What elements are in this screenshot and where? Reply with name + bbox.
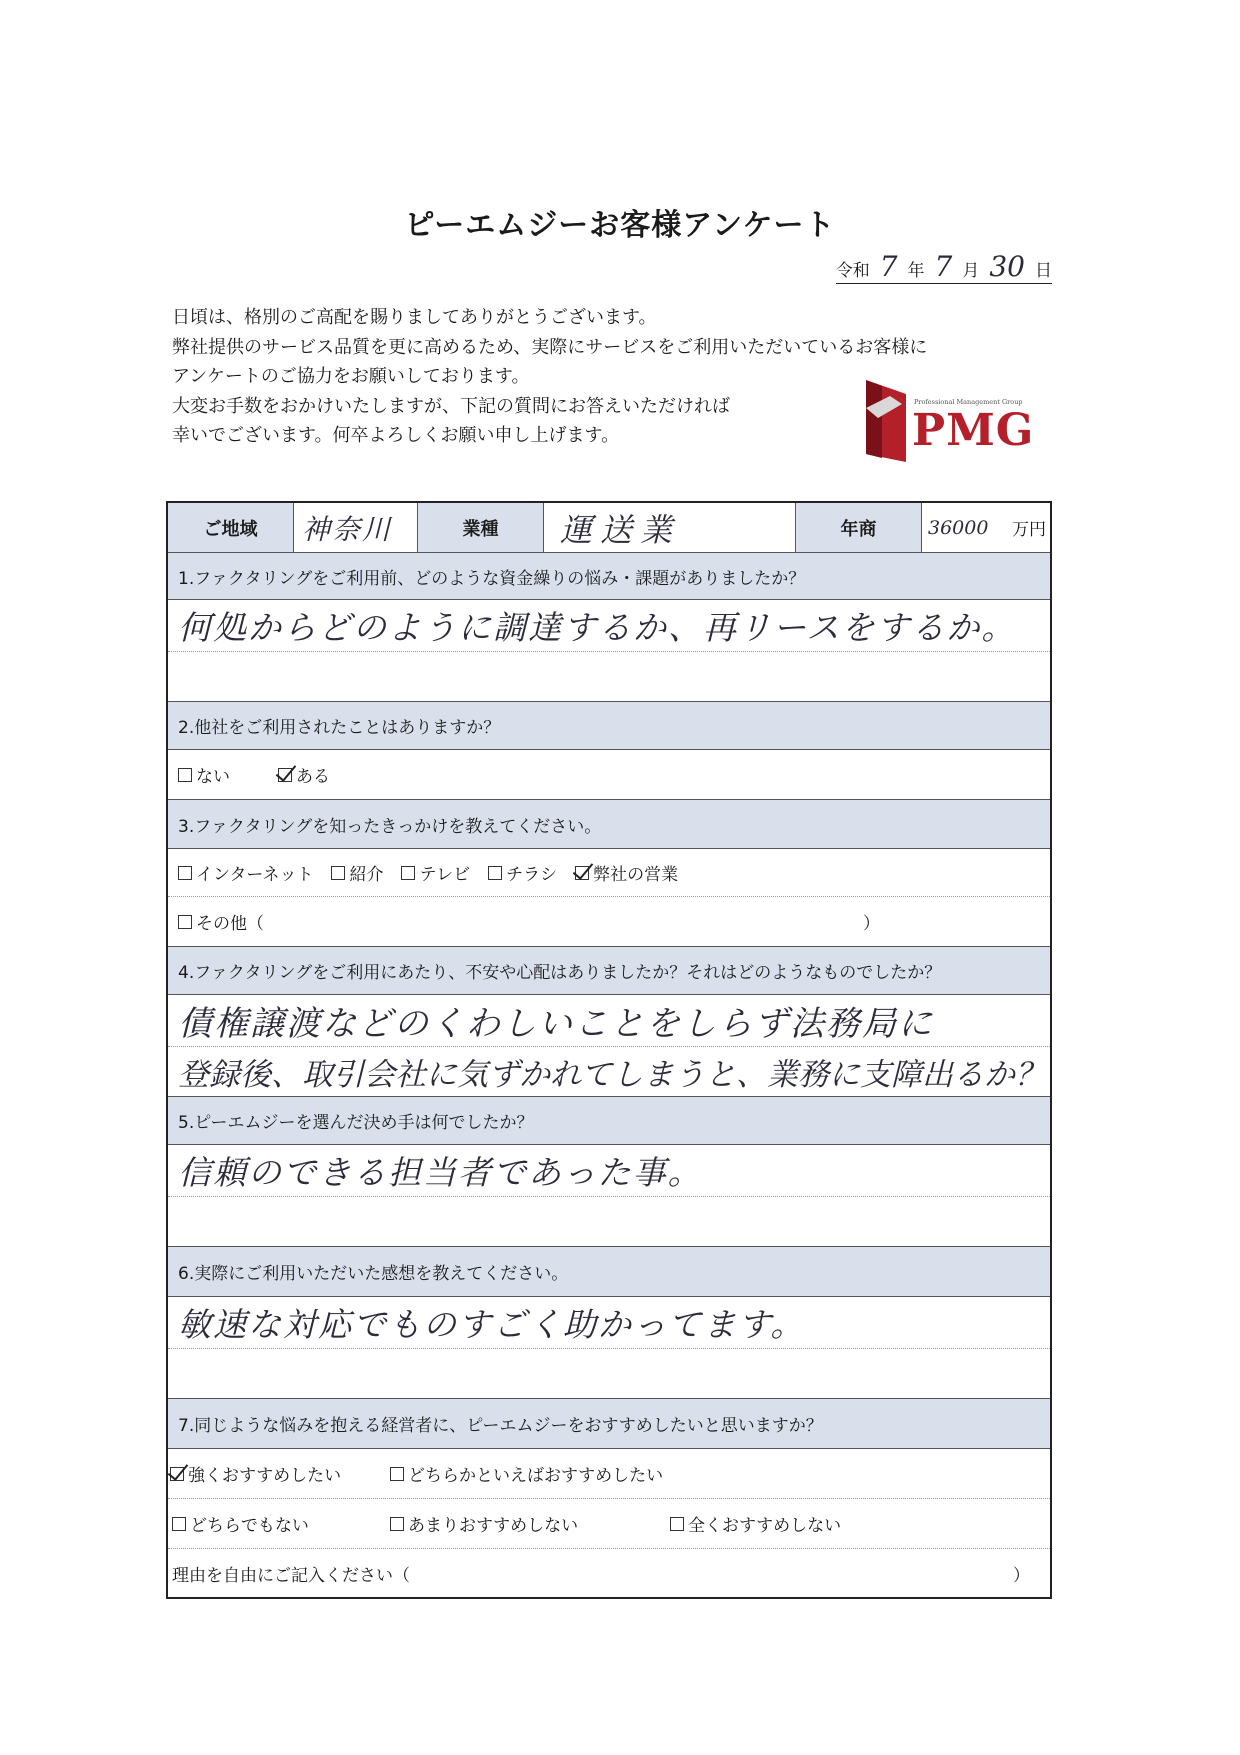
q7-option-not-much[interactable]: あまりおすすめしない xyxy=(390,1511,670,1536)
revenue-unit: 万円 xyxy=(1012,520,1046,540)
q1-answer-blank[interactable] xyxy=(168,652,1050,702)
q5-answer-field[interactable] xyxy=(168,1145,1050,1197)
q6-answer-field[interactable] xyxy=(168,1297,1050,1349)
q2-options xyxy=(168,750,1050,800)
q7-option-somewhat[interactable]: どちらかといえばおすすめしたい xyxy=(390,1461,663,1486)
q3-option-tv[interactable]: テレビ xyxy=(401,860,470,885)
q3-other-close: ） xyxy=(863,914,880,934)
q7-option-not-at-all[interactable]: 全くおすすめしない xyxy=(670,1511,841,1536)
q7-options-row-1 xyxy=(168,1449,1050,1499)
checkbox-icon xyxy=(401,866,415,880)
info-row xyxy=(168,503,1050,553)
checkbox-checked-icon xyxy=(278,768,292,782)
date-month-label: 月 xyxy=(962,261,980,281)
revenue-value: 36000 xyxy=(928,516,989,539)
date-line xyxy=(836,252,1052,284)
revenue-field[interactable] xyxy=(922,503,1050,552)
q4-answer-line2: 登録後、取引会社に気ずかれてしまうと、業務に支障出るか？ xyxy=(178,1057,1046,1093)
checkbox-icon xyxy=(178,866,192,880)
q5-question: 5.ピーエムジーを選んだ決め手は何でしたか？ xyxy=(168,1097,1050,1145)
q1-answer: 何処からどのように調達するか、再リースをするか。 xyxy=(178,608,1017,647)
date-day: 30 xyxy=(989,250,1025,283)
q3-option-internet[interactable]: インターネット xyxy=(178,860,313,885)
logo-mark-icon xyxy=(862,374,912,464)
checkbox-icon xyxy=(178,915,192,929)
logo-brand: PMG xyxy=(912,405,1035,456)
q2-question: 2.他社をご利用されたことはありますか？ xyxy=(168,702,1050,750)
q7-question: 7.同じような悩みを抱える経営者に、ピーエムジーをおすすめしたいと思いますか？ xyxy=(168,1399,1050,1449)
q4-answer-field-2[interactable] xyxy=(168,1047,1050,1097)
q3-option-sales[interactable]: 弊社の営業 xyxy=(575,860,678,885)
intro-line: 弊社提供のサービス品質を更に高めるため、実際にサービスをご利用いただいているお客様に xyxy=(172,336,928,358)
revenue-label: 年商 xyxy=(796,503,922,552)
intro-line: 大変お手数をおかけいたしますが、下記の質問にお答えいただければ xyxy=(172,395,730,417)
q6-answer: 敏速な対応でものすごく助かってます。 xyxy=(178,1305,806,1344)
checkbox-icon xyxy=(390,1467,404,1481)
checkbox-icon xyxy=(670,1517,684,1531)
q3-other-row[interactable] xyxy=(168,897,1050,947)
date-day-label: 日 xyxy=(1035,261,1052,281)
survey-form xyxy=(166,501,1052,1599)
q7-reason-close: ） xyxy=(1013,1565,1030,1586)
industry-label: 業種 xyxy=(418,503,544,552)
q5-answer-blank[interactable] xyxy=(168,1197,1050,1247)
q4-question: 4.ファクタリングをご利用にあたり、不安や心配はありましたか？それはどのようなものでしたか？ xyxy=(168,947,1050,995)
date-era: 令和 xyxy=(835,261,870,281)
checkbox-icon xyxy=(172,1517,186,1531)
intro-line: 幸いでございます。何卒よろしくお願い申し上げます。 xyxy=(172,425,620,446)
q7-reason-label: 理由を自由にご記入ください（ xyxy=(172,1565,410,1586)
region-label: ご地域 xyxy=(168,503,294,552)
intro-line: アンケートのご協力をお願いしております。 xyxy=(172,366,530,387)
q3-option-referral[interactable]: 紹介 xyxy=(331,860,383,885)
q1-answer-field[interactable] xyxy=(168,600,1050,652)
q3-option-flyer[interactable]: チラシ xyxy=(488,860,557,885)
q7-option-strongly[interactable]: 強くおすすめしたい xyxy=(170,1461,390,1486)
intro-text xyxy=(172,303,927,451)
pmg-logo xyxy=(862,374,1035,464)
date-year: 7 xyxy=(879,250,898,283)
q3-question: 3.ファクタリングを知ったきっかけを教えてください。 xyxy=(168,800,1050,849)
page-title: ピーエムジーお客様アンケート xyxy=(404,208,836,243)
q6-question: 6.実際にご利用いただいた感想を教えてください。 xyxy=(168,1247,1050,1297)
checkbox-icon xyxy=(331,866,345,880)
q3-option-other[interactable]: その他（ xyxy=(178,909,264,934)
q7-option-neutral[interactable]: どちらでもない xyxy=(172,1511,390,1536)
q3-options xyxy=(168,849,1050,897)
q5-answer: 信頼のできる担当者であった事。 xyxy=(178,1153,703,1192)
q7-reason-row[interactable] xyxy=(168,1549,1050,1597)
q4-answer-line1: 債権譲渡などのくわしいことをしらず法務局に xyxy=(178,1004,934,1044)
industry-value: 運送業 xyxy=(560,510,681,549)
industry-field[interactable] xyxy=(544,503,796,552)
region-field[interactable] xyxy=(294,503,418,552)
q2-option-yes[interactable]: ある xyxy=(278,762,330,787)
q7-options-row-2 xyxy=(168,1499,1050,1549)
checkbox-checked-icon xyxy=(170,1467,184,1481)
checkbox-icon xyxy=(390,1517,404,1531)
date-year-label: 年 xyxy=(907,261,925,281)
checkbox-icon xyxy=(178,768,192,782)
q1-question: 1.ファクタリングをご利用前、どのような資金繰りの悩み・課題がありましたか？ xyxy=(168,553,1050,600)
checkbox-checked-icon xyxy=(575,866,589,880)
date-month: 7 xyxy=(934,250,953,283)
region-value: 神奈川 xyxy=(302,512,393,546)
intro-line: 日頃は、格別のご高配を賜りましてありがとうございます。 xyxy=(172,307,657,328)
checkbox-icon xyxy=(488,866,502,880)
q2-option-no[interactable]: ない xyxy=(178,762,230,787)
q4-answer-field-1[interactable] xyxy=(168,995,1050,1047)
logo-tagline: Professional Management Group xyxy=(914,398,1023,406)
q6-answer-blank[interactable] xyxy=(168,1349,1050,1399)
